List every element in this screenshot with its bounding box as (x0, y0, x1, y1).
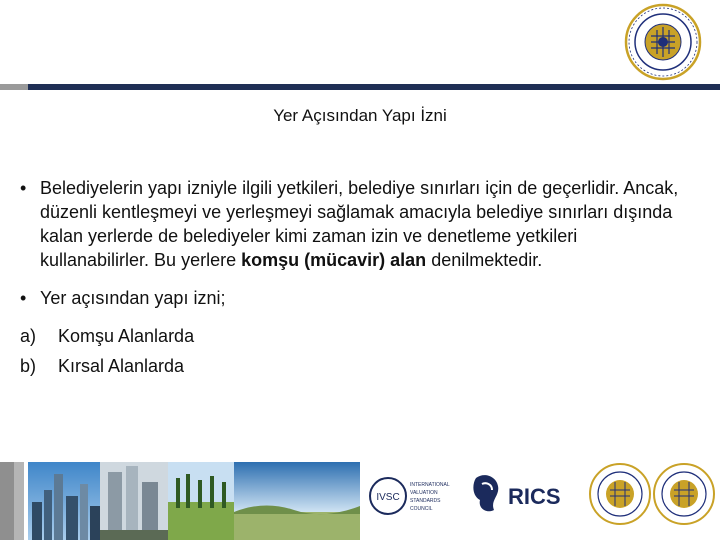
bullet-dot: • (20, 288, 27, 308)
footer-rail (0, 462, 14, 540)
list-item (20, 354, 690, 378)
rics-logo (470, 470, 580, 522)
bullet-text: Belediyelerin yapı izniyle ilgili yetkileri, belediye sınırları için de geçerlidir. Ancak, düzenli kentleşmeyi ve yerleşmeyi sağlamak amacıyla belediye sınırları dışında kalan yerlerde de belediyeler kimi zaman izin ve denetleme yetkileri kullanabilirler. Bu yerlere (40, 178, 679, 270)
list-text: Komşu Alanlarda (58, 326, 195, 346)
landscape-photo (234, 462, 360, 540)
rics-wordmark: RICS (508, 484, 561, 509)
list-marker: b) (20, 356, 37, 376)
bullet-item (20, 176, 690, 272)
bullet-text: Yer açısından yapı izni; (40, 288, 226, 308)
header-bar-blue (28, 84, 720, 90)
towers-photo (100, 462, 168, 540)
university-seal-small-logo (652, 462, 716, 526)
ivsc-text-line: INTERNATIONAL (410, 482, 450, 488)
ivsc-text-line: VALUATION (410, 490, 438, 496)
header-bar-gray (0, 84, 28, 90)
university-seal-logo (624, 3, 702, 81)
bullet-item (20, 286, 690, 310)
bullet-dot: • (20, 178, 27, 198)
bullet-text-end: denilmektedir. (431, 250, 543, 270)
list-item (20, 324, 690, 348)
ivsc-initials: IVSC (376, 492, 400, 503)
countryside-photo (168, 462, 234, 540)
footer-rail-light (14, 462, 24, 540)
city-skyline-photo (28, 462, 100, 540)
university-seal-small-logo (588, 462, 652, 526)
slide-title: Yer Açısından Yapı İzni (273, 106, 447, 125)
ivsc-text-line: COUNCIL (410, 506, 433, 512)
slide-content (20, 176, 690, 384)
ivsc-logo (368, 474, 468, 518)
list-text: Kırsal Alanlarda (58, 356, 185, 376)
bullet-bold-term: komşu (mücavir) alan (241, 250, 427, 270)
list-marker: a) (20, 326, 37, 346)
ivsc-text-line: STANDARDS (410, 498, 441, 504)
